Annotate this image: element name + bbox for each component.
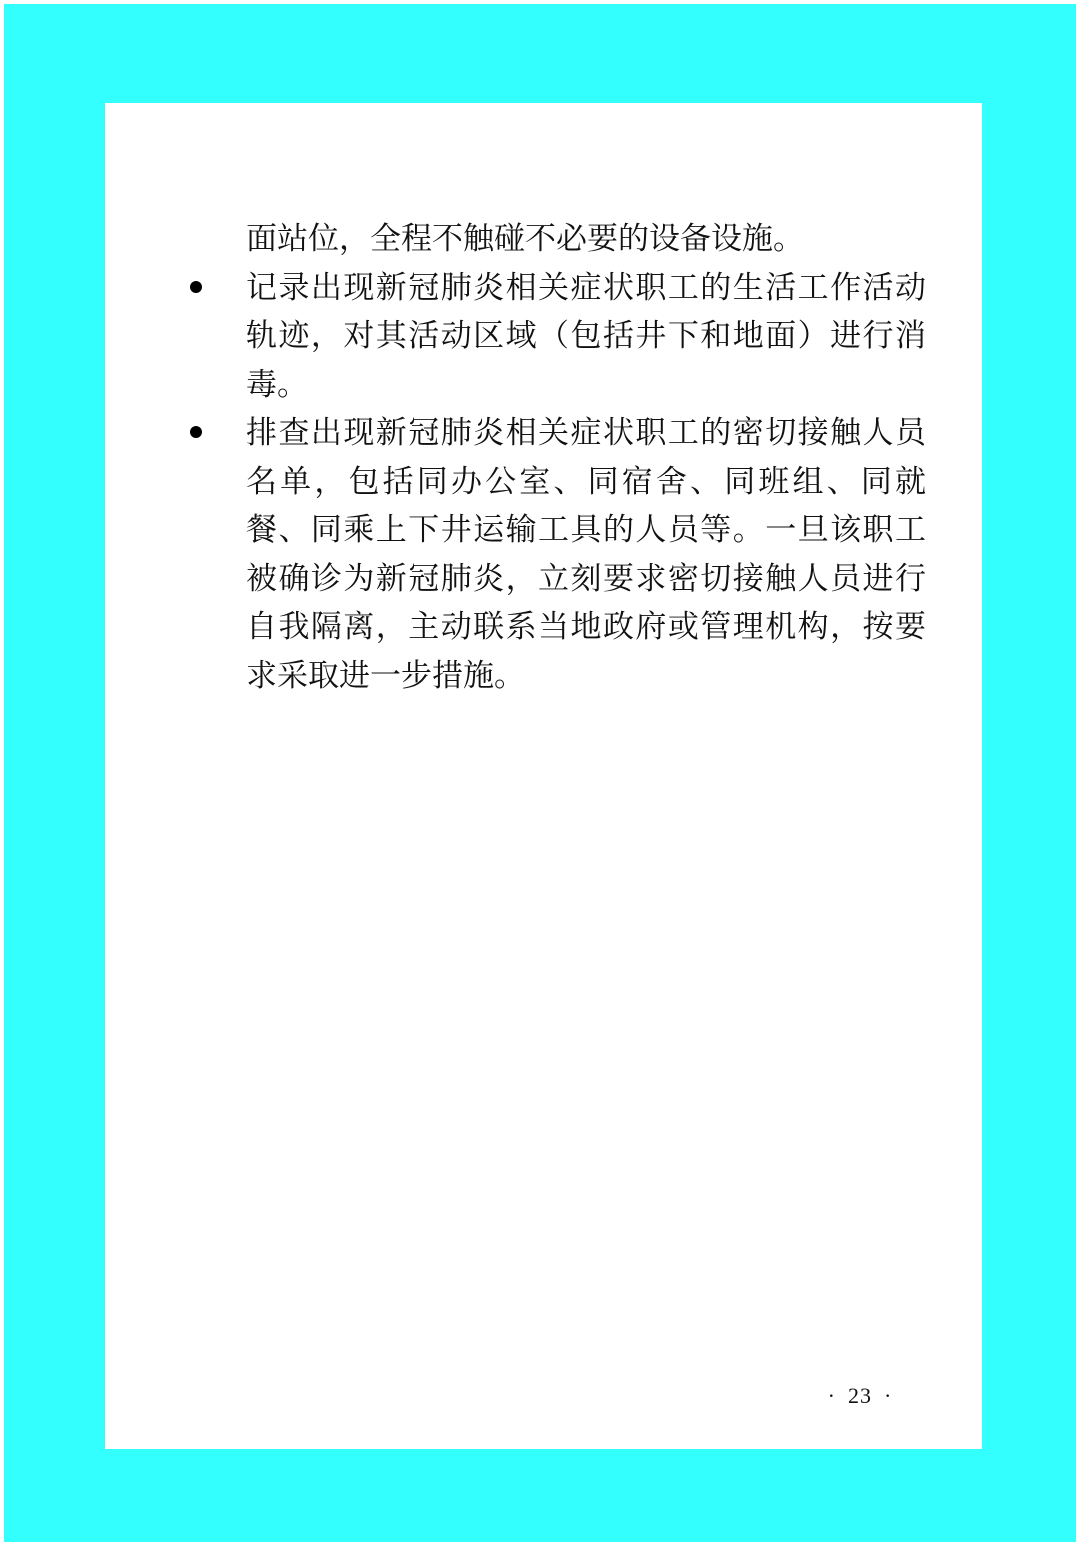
page-border <box>4 4 1076 1542</box>
bullet-icon <box>190 426 202 438</box>
bullet-item-contacts <box>246 409 926 700</box>
body-text <box>246 215 926 700</box>
paragraph-text: 记录出现新冠肺炎相关症状职工的生活工作活动轨迹，对其活动区域（包括井下和地面）进行消毒。 <box>246 269 926 403</box>
page-number-value: 23 <box>848 1383 872 1408</box>
document-page <box>105 103 982 1449</box>
continued-paragraph <box>246 215 926 264</box>
page-number-mark-right: · <box>884 1383 893 1408</box>
page-number <box>805 1383 915 1409</box>
bullet-icon <box>190 281 202 293</box>
paragraph-text: 排查出现新冠肺炎相关症状职工的密切接触人员名单，包括同办公室、同宿舍、同班组、同就餐、同乘上下井运输工具的人员等。一旦该职工被确诊为新冠肺炎，立刻要求密切接触人员进行自我隔离，主动联系当地政府或管理机构，按要求采取进一步措施。 <box>246 415 926 694</box>
page-number-mark-left: · <box>827 1383 836 1408</box>
paragraph-text: 面站位，全程不触碰不必要的设备设施。 <box>246 221 804 257</box>
bullet-item-trajectory <box>246 264 926 410</box>
